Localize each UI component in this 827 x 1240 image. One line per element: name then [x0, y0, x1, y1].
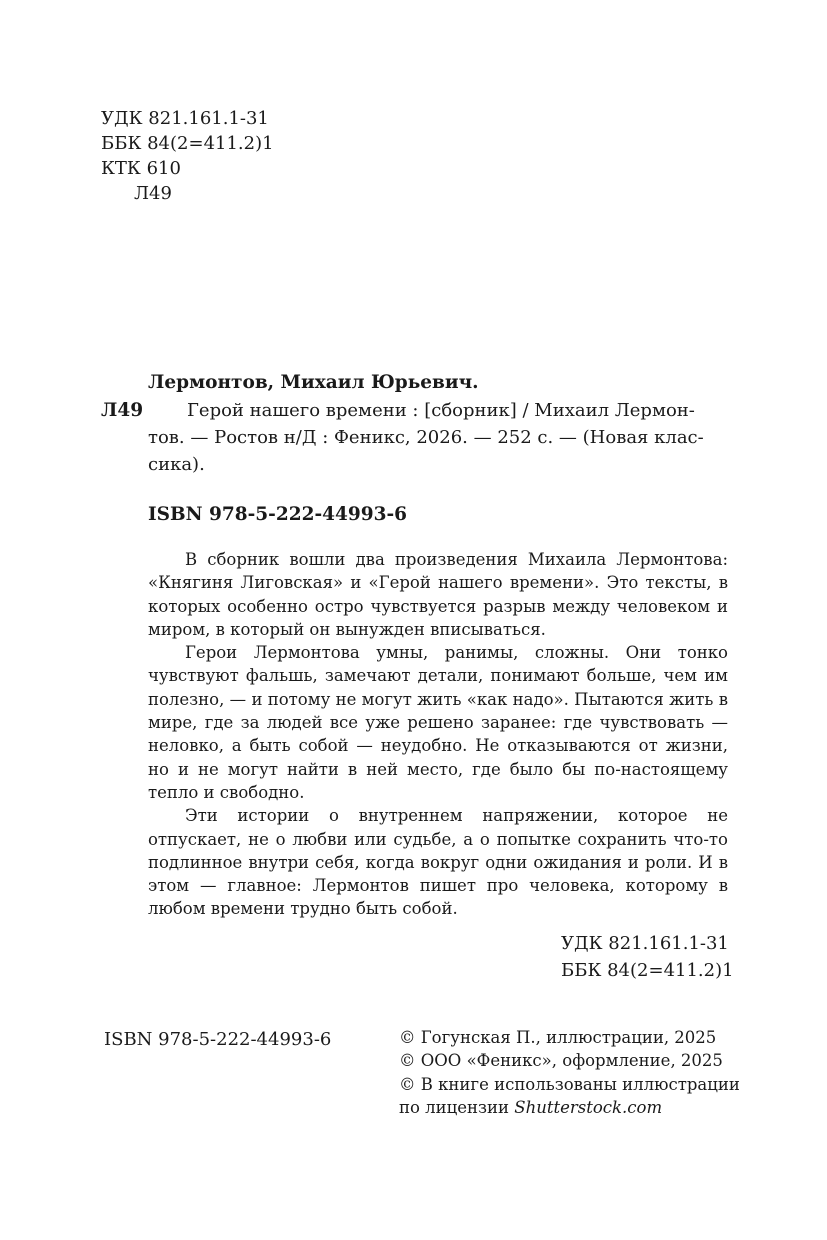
- biblio-line-3: сика).: [148, 454, 205, 475]
- copyright-line: © Гогунская П., иллюстрации, 2025: [399, 1028, 717, 1047]
- license-prefix: по лицензии: [399, 1097, 515, 1117]
- author-mark: Л49: [134, 183, 172, 204]
- isbn-footer: ISBN 978-5-222-44993-6: [104, 1029, 332, 1050]
- author-mark-bold: Л49: [101, 400, 144, 421]
- ktk-code: КТК 610: [101, 158, 181, 179]
- udk-code: УДК 821.161.1-31: [561, 933, 729, 954]
- copyright-line: [399, 1096, 740, 1119]
- bbk-code: ББК 84(2=411.2)1: [561, 960, 734, 981]
- biblio-line-2: тов. — Ростов н/Д : Феникс, 2026. — 252 с. — (Новая клас-: [148, 427, 704, 448]
- bbk-code: ББК 84(2=411.2)1: [101, 133, 274, 154]
- copyright-line: © ООО «Феникс», оформление, 2025: [399, 1051, 723, 1071]
- annotation-paragraph: Герои Лермонтова умны, ранимы, сложны. Они тонко чувствуют фальшь, замечают детали, понимают больше, чем им полезно, — и потому не могут жить «как надо». Пытаются жить в мире, где за людей все уже решено заранее: где чувствовать — неловко, а быть собой — неудобно. Не отказываются от жизни, но и не могут найти в ней место, где было бы по-настоящему тепло и свободно.: [148, 643, 728, 802]
- author-heading: Лермонтов, Михаил Юрьевич.: [148, 372, 479, 393]
- copyright-block: [399, 1026, 740, 1119]
- udk-code: УДК 821.161.1-31: [101, 108, 269, 129]
- annotation: [148, 548, 728, 921]
- isbn-heading: ISBN 978-5-222-44993-6: [148, 504, 408, 525]
- license-source: Shutterstock.com: [514, 1097, 663, 1117]
- biblio-line-1: Герой нашего времени : [сборник] / Михаил Лермон-: [187, 400, 695, 421]
- classification-block-bottom: [561, 930, 734, 984]
- annotation-paragraph: В сборник вошли два произведения Михаила Лермонтова: «Княгиня Лиговская» и «Герой нашего времени». Это тексты, в которых особенно остро чувствуется разрыв между человеком и миром, в который он вынужден вписываться.: [148, 550, 728, 639]
- annotation-paragraph: Эти истории о внутреннем напряжении, которое не отпускает, не о любви или судьбе, а о попытке сохранить что-то подлинное внутри себя, когда вокруг одни ожидания и роли. И в этом — главное: Лермонтов пишет про человека, которому в любом времени трудно быть собой.: [148, 806, 728, 919]
- classification-block-top: [101, 106, 274, 206]
- copyright-line: © В книге использованы иллюстрации: [399, 1074, 740, 1094]
- bibliographic-description: [148, 397, 728, 478]
